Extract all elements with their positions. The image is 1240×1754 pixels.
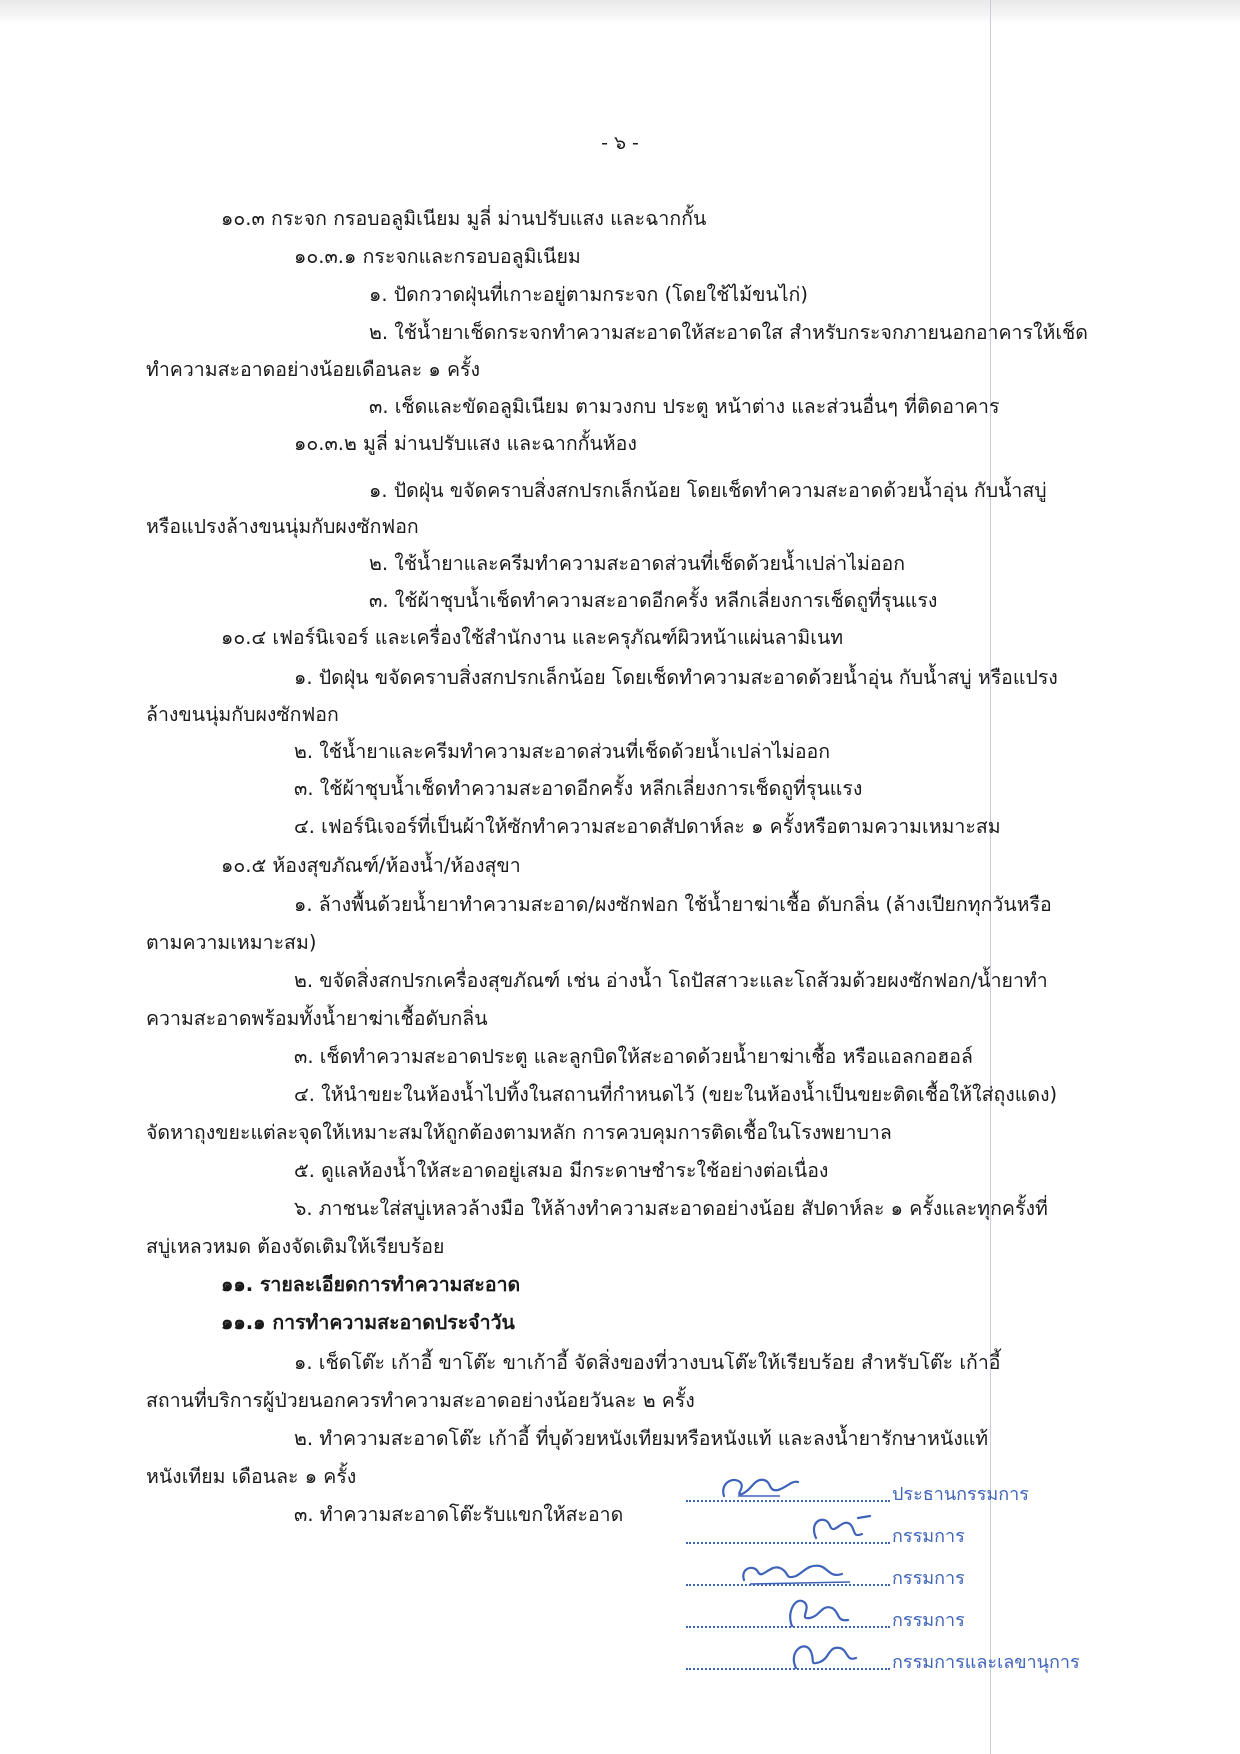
signature-line — [686, 1668, 890, 1670]
list-item: ๖. ภาชนะใส่สบู่เหลวล้างมือ ให้ล้างทำความสะอาดอย่างน้อย สัปดาห์ละ ๑ ครั้งและทุกครั้งที่ — [294, 1197, 1048, 1220]
list-item: ๑. ล้างพื้นด้วยน้ำยาทำความสะอาด/ผงซักฟอก ใช้น้ำยาฆ่าเชื้อ ดับกลิ่น (ล้างเปียกทุกวันหรือ — [294, 893, 1052, 916]
list-item: ๑. ปัดฝุ่น ขจัดคราบสิ่งสกปรกเล็กน้อย โดยเช็ดทำความสะอาดด้วยน้ำอุ่น กับน้ำสบู่ — [369, 479, 1047, 502]
subsection-10-3-2-heading: ๑๐.๓.๒ มูลี่ ม่านปรับแสง และฉากกั้นห้อง — [294, 432, 637, 455]
section-10-3-heading: ๑๐.๓ กระจก กรอบอลูมิเนียม มูลี่ ม่านปรับแสง และฉากกั้น — [221, 207, 707, 230]
list-item-continuation: ทำความสะอาดอย่างน้อยเดือนละ ๑ ครั้ง — [146, 358, 480, 381]
list-item-continuation: หรือแปรงล้างขนนุ่มกับผงซักฟอก — [146, 515, 419, 538]
list-item: ๒. ใช้น้ำยาและครีมทำความสะอาดส่วนที่เช็ดด้วยน้ำเปล่าไม่ออก — [369, 552, 906, 575]
list-item: ๕. ดูแลห้องน้ำให้สะอาดอยู่เสมอ มีกระดาษชำระใช้อย่างต่อเนื่อง — [294, 1159, 829, 1182]
list-item-continuation: ความสะอาดพร้อมทั้งน้ำยาฆ่าเชื้อดับกลิ่น — [146, 1007, 488, 1030]
list-item: ๒. ทำความสะอาดโต๊ะ เก้าอี้ ที่บุด้วยหนังเทียมหรือหนังแท้ และลงน้ำยารักษาหนังแท้ — [294, 1427, 989, 1450]
list-item: ๓. ใช้ผ้าชุบน้ำเช็ดทำความสะอาดอีกครั้ง หลีกเลี่ยงการเช็ดถูที่รุนแรง — [294, 777, 863, 800]
signature-row — [680, 1594, 1100, 1634]
signature-line — [686, 1500, 890, 1502]
list-item: ๓. ทำความสะอาดโต๊ะรับแขกให้สะอาด — [294, 1503, 624, 1526]
list-item: ๒. ขจัดสิ่งสกปรกเครื่องสุขภัณฑ์ เช่น อ่างน้ำ โถปัสสาวะและโถส้วมด้วยผงซักฟอก/น้ำยาทำ — [294, 969, 1048, 992]
signature-block — [680, 1468, 1100, 1728]
list-item: ๒. ใช้น้ำยาเช็ดกระจกทำความสะอาดให้สะอาดใส สำหรับกระจกภายนอกอาคารให้เช็ด — [369, 321, 1088, 344]
section-10-4-heading: ๑๐.๔ เฟอร์นิเจอร์ และเครื่องใช้สำนักงาน และครุภัณฑ์ผิวหน้าแผ่นลามิเนท — [221, 626, 844, 649]
list-item: ๑. ปัดฝุ่น ขจัดคราบสิ่งสกปรกเล็กน้อย โดยเช็ดทำความสะอาดด้วยน้ำอุ่น กับน้ำสบู่ หรือแปรง — [294, 666, 1058, 689]
page-number: - ๖ - — [601, 132, 639, 154]
list-item-continuation: ล้างขนนุ่มกับผงซักฟอก — [146, 703, 339, 726]
list-item: ๓. เช็ดทำความสะอาดประตู และลูกบิดให้สะอาดด้วยน้ำยาฆ่าเชื้อ หรือแอลกอฮอล์ — [294, 1045, 973, 1068]
list-item: ๓. ใช้ผ้าชุบน้ำเช็ดทำความสะอาดอีกครั้ง หลีกเลี่ยงการเช็ดถูที่รุนแรง — [369, 589, 938, 612]
list-item-continuation: จัดหาถุงขยะแต่ละจุดให้เหมาะสมให้ถูกต้องตามหลัก การควบคุมการติดเชื้อในโรงพยาบาล — [146, 1121, 892, 1144]
signature-row — [680, 1510, 1100, 1550]
list-item: ๑. เช็ดโต๊ะ เก้าอี้ ขาโต๊ะ ขาเก้าอี้ จัดสิ่งของที่วางบนโต๊ะให้เรียบร้อย สำหรับโต๊ะ เก้าอี้ — [294, 1351, 1001, 1374]
signature-line — [686, 1584, 890, 1586]
signatory-title: กรรมการ — [892, 1526, 965, 1547]
list-item: ๓. เช็ดและขัดอลูมิเนียม ตามวงกบ ประตู หน้าต่าง และส่วนอื่นๆ ที่ติดอาคาร — [369, 395, 1000, 418]
list-item: ๔. เฟอร์นิเจอร์ที่เป็นผ้าให้ซักทำความสะอาดสัปดาห์ละ ๑ ครั้งหรือตามความเหมาะสม — [294, 815, 1001, 838]
list-item-continuation: ตามความเหมาะสม) — [146, 931, 317, 954]
signatory-title: กรรมการ — [892, 1568, 965, 1589]
list-item-continuation: หนังเทียม เดือนละ ๑ ครั้ง — [146, 1465, 357, 1488]
list-item: ๑. ปัดกวาดฝุ่นที่เกาะอยู่ตามกระจก (โดยใช้ไม้ขนไก่) — [369, 283, 808, 306]
signatory-title: กรรมการ — [892, 1610, 965, 1631]
subsection-10-3-1-heading: ๑๐.๓.๑ กระจกและกรอบอลูมิเนียม — [294, 245, 581, 268]
signature-row — [680, 1636, 1100, 1676]
list-item-continuation: สถานที่บริการผู้ป่วยนอกควรทำความสะอาดอย่างน้อยวันละ ๒ ครั้ง — [146, 1389, 695, 1412]
signatory-title: ประธานกรรมการ — [892, 1484, 1029, 1505]
list-item-continuation: สบู่เหลวหมด ต้องจัดเติมให้เรียบร้อย — [146, 1235, 445, 1258]
signature-row — [680, 1468, 1100, 1508]
section-10-5-heading: ๑๐.๕ ห้องสุขภัณฑ์/ห้องน้ำ/ห้องสุขา — [221, 854, 521, 877]
signature-line — [686, 1542, 890, 1544]
list-item: ๒. ใช้น้ำยาและครีมทำความสะอาดส่วนที่เช็ดด้วยน้ำเปล่าไม่ออก — [294, 740, 831, 763]
section-11-heading: ๑๑. รายละเอียดการทำความสะอาด — [221, 1273, 521, 1296]
signatory-title: กรรมการและเลขานุการ — [892, 1652, 1080, 1673]
section-11-1-heading: ๑๑.๑ การทำความสะอาดประจำวัน — [221, 1311, 515, 1334]
signature-line — [686, 1626, 890, 1628]
list-item: ๔. ให้นำขยะในห้องน้ำไปทิ้งในสถานที่กำหนดไว้ (ขยะในห้องน้ำเป็นขยะติดเชื้อให้ใส่ถุงแดง) — [294, 1083, 1058, 1106]
signature-row — [680, 1552, 1100, 1592]
